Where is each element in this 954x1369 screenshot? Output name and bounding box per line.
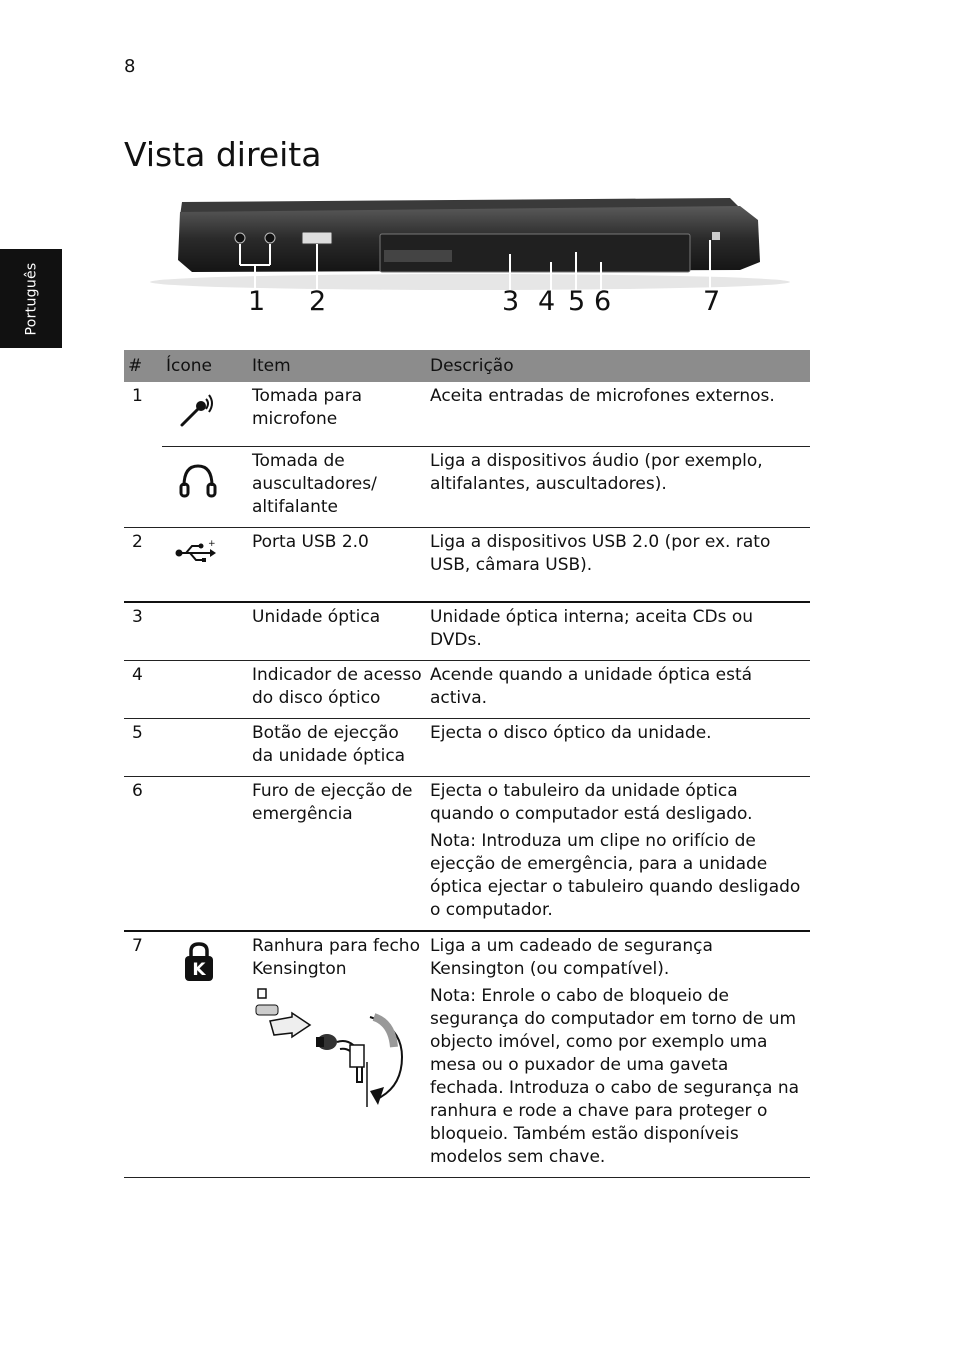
header-description: Descrição [426, 350, 810, 382]
row-item: Unidade óptica [248, 602, 426, 661]
row-item: Tomada de auscultadores/ altifalante [248, 447, 426, 528]
row-num: 6 [124, 777, 162, 932]
row-num: 3 [124, 602, 162, 661]
row-item: Porta USB 2.0 [248, 528, 426, 603]
row-item-cell [248, 931, 426, 1178]
table-row [124, 661, 810, 719]
row-num: 5 [124, 719, 162, 777]
row-icon-cell [162, 447, 248, 528]
row-num: 7 [124, 931, 162, 1178]
callout-4: 4 [538, 286, 556, 317]
row-description-cell [426, 777, 810, 932]
table-row [124, 931, 810, 1178]
callout-numbers [0, 286, 954, 326]
row-icon-cell [162, 777, 248, 932]
row-icon-cell [162, 931, 248, 1178]
row-item: Ranhura para fecho Kensington [252, 936, 420, 979]
row-num: 1 [132, 386, 143, 406]
row-description: Liga a dispositivos USB 2.0 (por ex. rato USB, câmara USB). [426, 528, 810, 603]
svg-text:K: K [192, 960, 206, 980]
table-row [124, 382, 810, 447]
laptop-right-side-illustration [140, 190, 795, 294]
callout-5: 5 [568, 286, 586, 317]
row-num: 4 [124, 661, 162, 719]
note-text: Enrole o cabo de bloqueio de segurança do computador em torno de um objecto imóvel, como por exemplo uma mesa ou o puxador de uma gaveta fechada. Introduza o cabo de segurança na ranhura e rode a chave para proteger o bloqueio. Também estão disponíveis modelos sem chave. [430, 986, 800, 1167]
microphone-icon [176, 391, 216, 431]
callout-3: 3 [502, 286, 520, 317]
language-label: Português [23, 262, 39, 335]
header-icon: Ícone [162, 350, 248, 382]
callout-2: 2 [309, 286, 327, 317]
row-icon-cell [162, 382, 248, 447]
table-row [124, 777, 810, 932]
row-icon-cell [162, 528, 248, 603]
callout-6: 6 [594, 286, 612, 317]
kensington-lock-icon [182, 941, 216, 983]
note [430, 985, 806, 1169]
note [430, 830, 806, 922]
row-description: Aceita entradas de microfones externos. [430, 386, 775, 406]
row-description: Liga a dispositivos áudio (por exemplo, altifalantes, auscultadores). [426, 447, 810, 528]
row-description: Liga a um cadeado de segurança Kensington (ou compatível). [430, 936, 713, 979]
row-description: Ejecta o disco óptico da unidade. [426, 719, 810, 777]
row-description-cell [426, 931, 810, 1178]
page-number: 8 [124, 56, 136, 77]
note-text: Introduza um clipe no orifício de ejecção de emergência, para a unidade óptica ejectar o tabuleiro quando desligado o computador. [430, 831, 801, 920]
note-label: Nota: [430, 831, 476, 851]
usb-icon [174, 537, 218, 567]
table-row [124, 719, 810, 777]
row-item: Indicador de acesso do disco óptico [248, 661, 426, 719]
table-row [124, 447, 810, 528]
header-num: # [124, 350, 162, 382]
row-description: Acende quando a unidade óptica está activa. [426, 661, 810, 719]
table-header-row [124, 350, 810, 382]
headphones-icon [178, 460, 218, 500]
page-title: Vista direita [124, 135, 322, 175]
callout-7: 7 [703, 286, 721, 317]
svg-text:+: + [208, 539, 216, 549]
ports-table [124, 350, 810, 1178]
table-row [124, 528, 810, 603]
row-icon-cell [162, 719, 248, 777]
row-icon-cell [162, 602, 248, 661]
header-item: Item [248, 350, 426, 382]
kensington-lock-illustration [252, 987, 412, 1112]
callout-1: 1 [248, 286, 266, 317]
row-description: Unidade óptica interna; aceita CDs ou DVDs. [426, 602, 810, 661]
row-icon-cell [162, 661, 248, 719]
row-item: Furo de ejecção de emergência [248, 777, 426, 932]
note-label: Nota: [430, 986, 476, 1006]
row-item: Botão de ejecção da unidade óptica [248, 719, 426, 777]
row-num: 2 [124, 528, 162, 603]
row-description: Ejecta o tabuleiro da unidade óptica quando o computador está desligado. [430, 781, 753, 824]
row-item: Tomada para microfone [252, 386, 363, 429]
table-row [124, 602, 810, 661]
row-num [124, 447, 162, 528]
